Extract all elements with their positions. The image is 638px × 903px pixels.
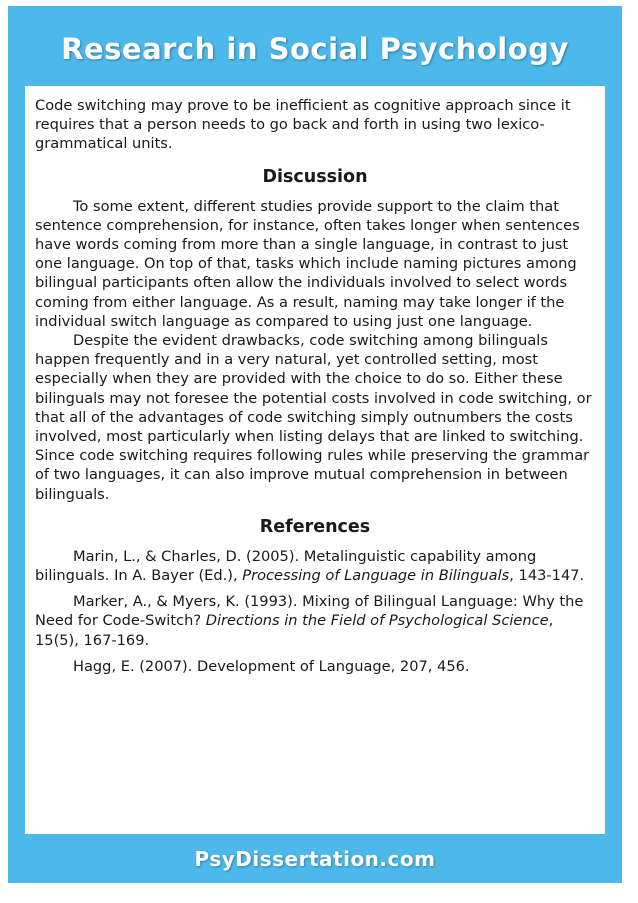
reference-text: Hagg, E. (2007). Development of Language, 207, 456.	[73, 657, 470, 675]
content-panel	[25, 86, 605, 834]
reference-pages: , 143-147.	[509, 567, 585, 585]
reference-item	[35, 547, 595, 585]
header-band	[8, 6, 622, 86]
page-frame	[8, 6, 622, 883]
discussion-heading: Discussion	[262, 166, 368, 187]
discussion-paragraph: To some extent, different studies provide support to the claim that sentence comprehension, for instance, often takes longer when sentences have words coming from more than a single language, in contrast to just one language. On top of that, tasks which include naming pictures among bilingual participants often allow the individuals involved to select words coming from either language. As a result, naming may take longer if the individual switch language as compared to using just one language.	[35, 197, 580, 330]
reference-text: Marker, A., & Myers, K. (1993). Mixing of Bilingual Language: Why the Need for Code-Switch?	[35, 593, 584, 630]
footer-band	[8, 834, 622, 883]
references-heading: References	[259, 516, 371, 537]
reference-text: Marin, L., & Charles, D. (2005). Metalinguistic capability among bilinguals. In A. Bayer (Ed.),	[35, 547, 537, 585]
page-title: Research in Social Psychology	[61, 32, 569, 66]
reference-pages: , 15(5), 167-169.	[35, 612, 554, 649]
reference-source: Directions in the Field of Psychological Science	[205, 612, 549, 630]
discussion-paragraph: Despite the evident drawbacks, code switching among bilinguals happen frequently and in a very natural, yet controlled setting, most especially when they are provided with the choice to do so. Either these bilinguals may not foresee the potential costs involved in code switching, or that all of the advantages of code switching simply outnumbers the costs involved, most particularly when listing delays that are linked to switching. Since code switching requires following rules while preserving the grammar of two languages, it can also improve mutual comprehension in between bilinguals.	[35, 332, 592, 503]
intro-paragraph: Code switching may prove to be inefficient as cognitive approach since it requires that a person needs to go back and forth in using two lexico-grammatical units.	[35, 97, 571, 153]
reference-item	[35, 657, 595, 676]
reference-source: Processing of Language in Bilinguals	[242, 567, 510, 585]
site-name: PsyDissertation.com	[194, 846, 436, 871]
reference-item	[35, 592, 595, 650]
